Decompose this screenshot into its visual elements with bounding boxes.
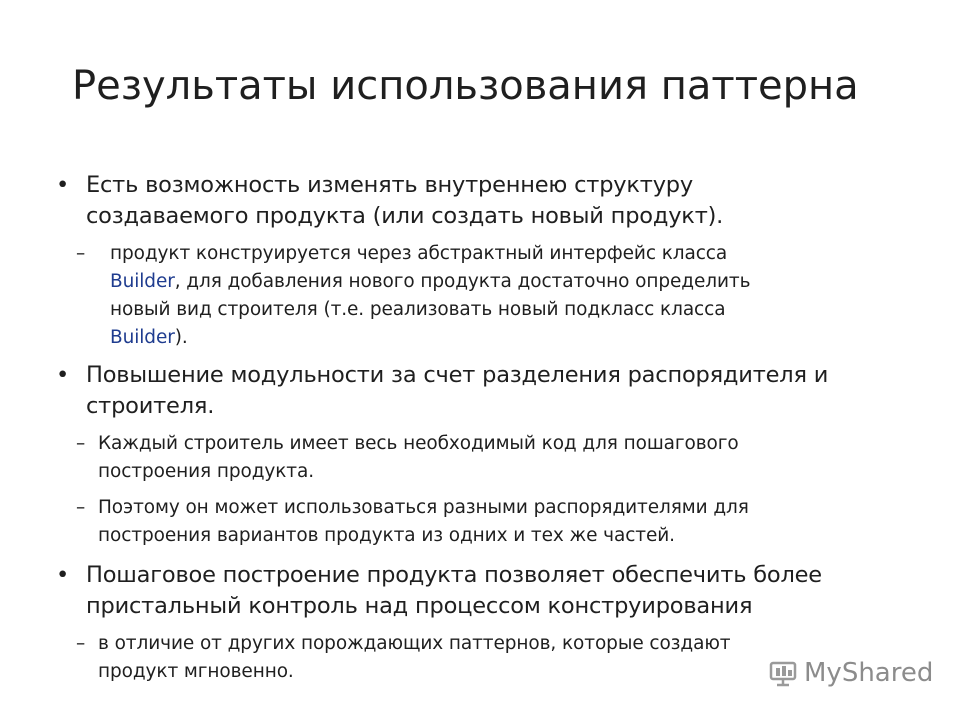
dash-glyph: – [76,633,86,654]
sub-item-1-1 [76,240,936,352]
watermark-brand: MyShared [804,658,934,688]
bullet-glyph: • [56,172,70,198]
bullet-item-2-text: Повышение модульности за счет разделения распорядителя и строителя. [86,362,829,419]
class-name-builder: Builder [110,327,175,348]
class-name-builder: Builder [110,271,175,292]
slide-title: Результаты использования паттерна [72,63,859,109]
sub-item-2-2-text: Поэтому он может использоваться разными распорядителями для построения вариантов продукта из одних и тех же частей. [98,497,749,546]
sub-item-2-2 [76,494,936,550]
bullet-item-3-text: Пошаговое построение продукта позволяет обеспечить более пристальный контроль над процессом конструирования [86,562,822,619]
sub-item-3-1-text: в отличие от других порождающих паттернов, которые создают продукт мгновенно. [98,633,731,682]
bullet-item-1 [56,170,946,232]
sub-item-2-1-text: Каждый строитель имеет весь необходимый код для пошагового построения продукта. [98,433,739,482]
dash-glyph: – [76,243,86,264]
sub-item-2-1 [76,430,936,486]
sub-item-1-1-text: продукт конструируется через абстрактный интерфейс класса Builder, для добавления нового продукта достаточно определить новый вид строителя (т.е. реализовать новый подкласс класса Builder). [110,243,751,348]
bullet-item-1-text: Есть возможность изменять внутреннею структуру создаваемого продукта (или создать новый продукт). [86,172,724,229]
presentation-board-icon [768,658,798,688]
bullet-glyph: • [56,362,70,388]
bullet-item-3 [56,560,946,622]
bullet-glyph: • [56,562,70,588]
watermark [768,655,933,691]
dash-glyph: – [76,433,86,454]
dash-glyph: – [76,497,86,518]
bullet-item-2 [56,360,946,422]
